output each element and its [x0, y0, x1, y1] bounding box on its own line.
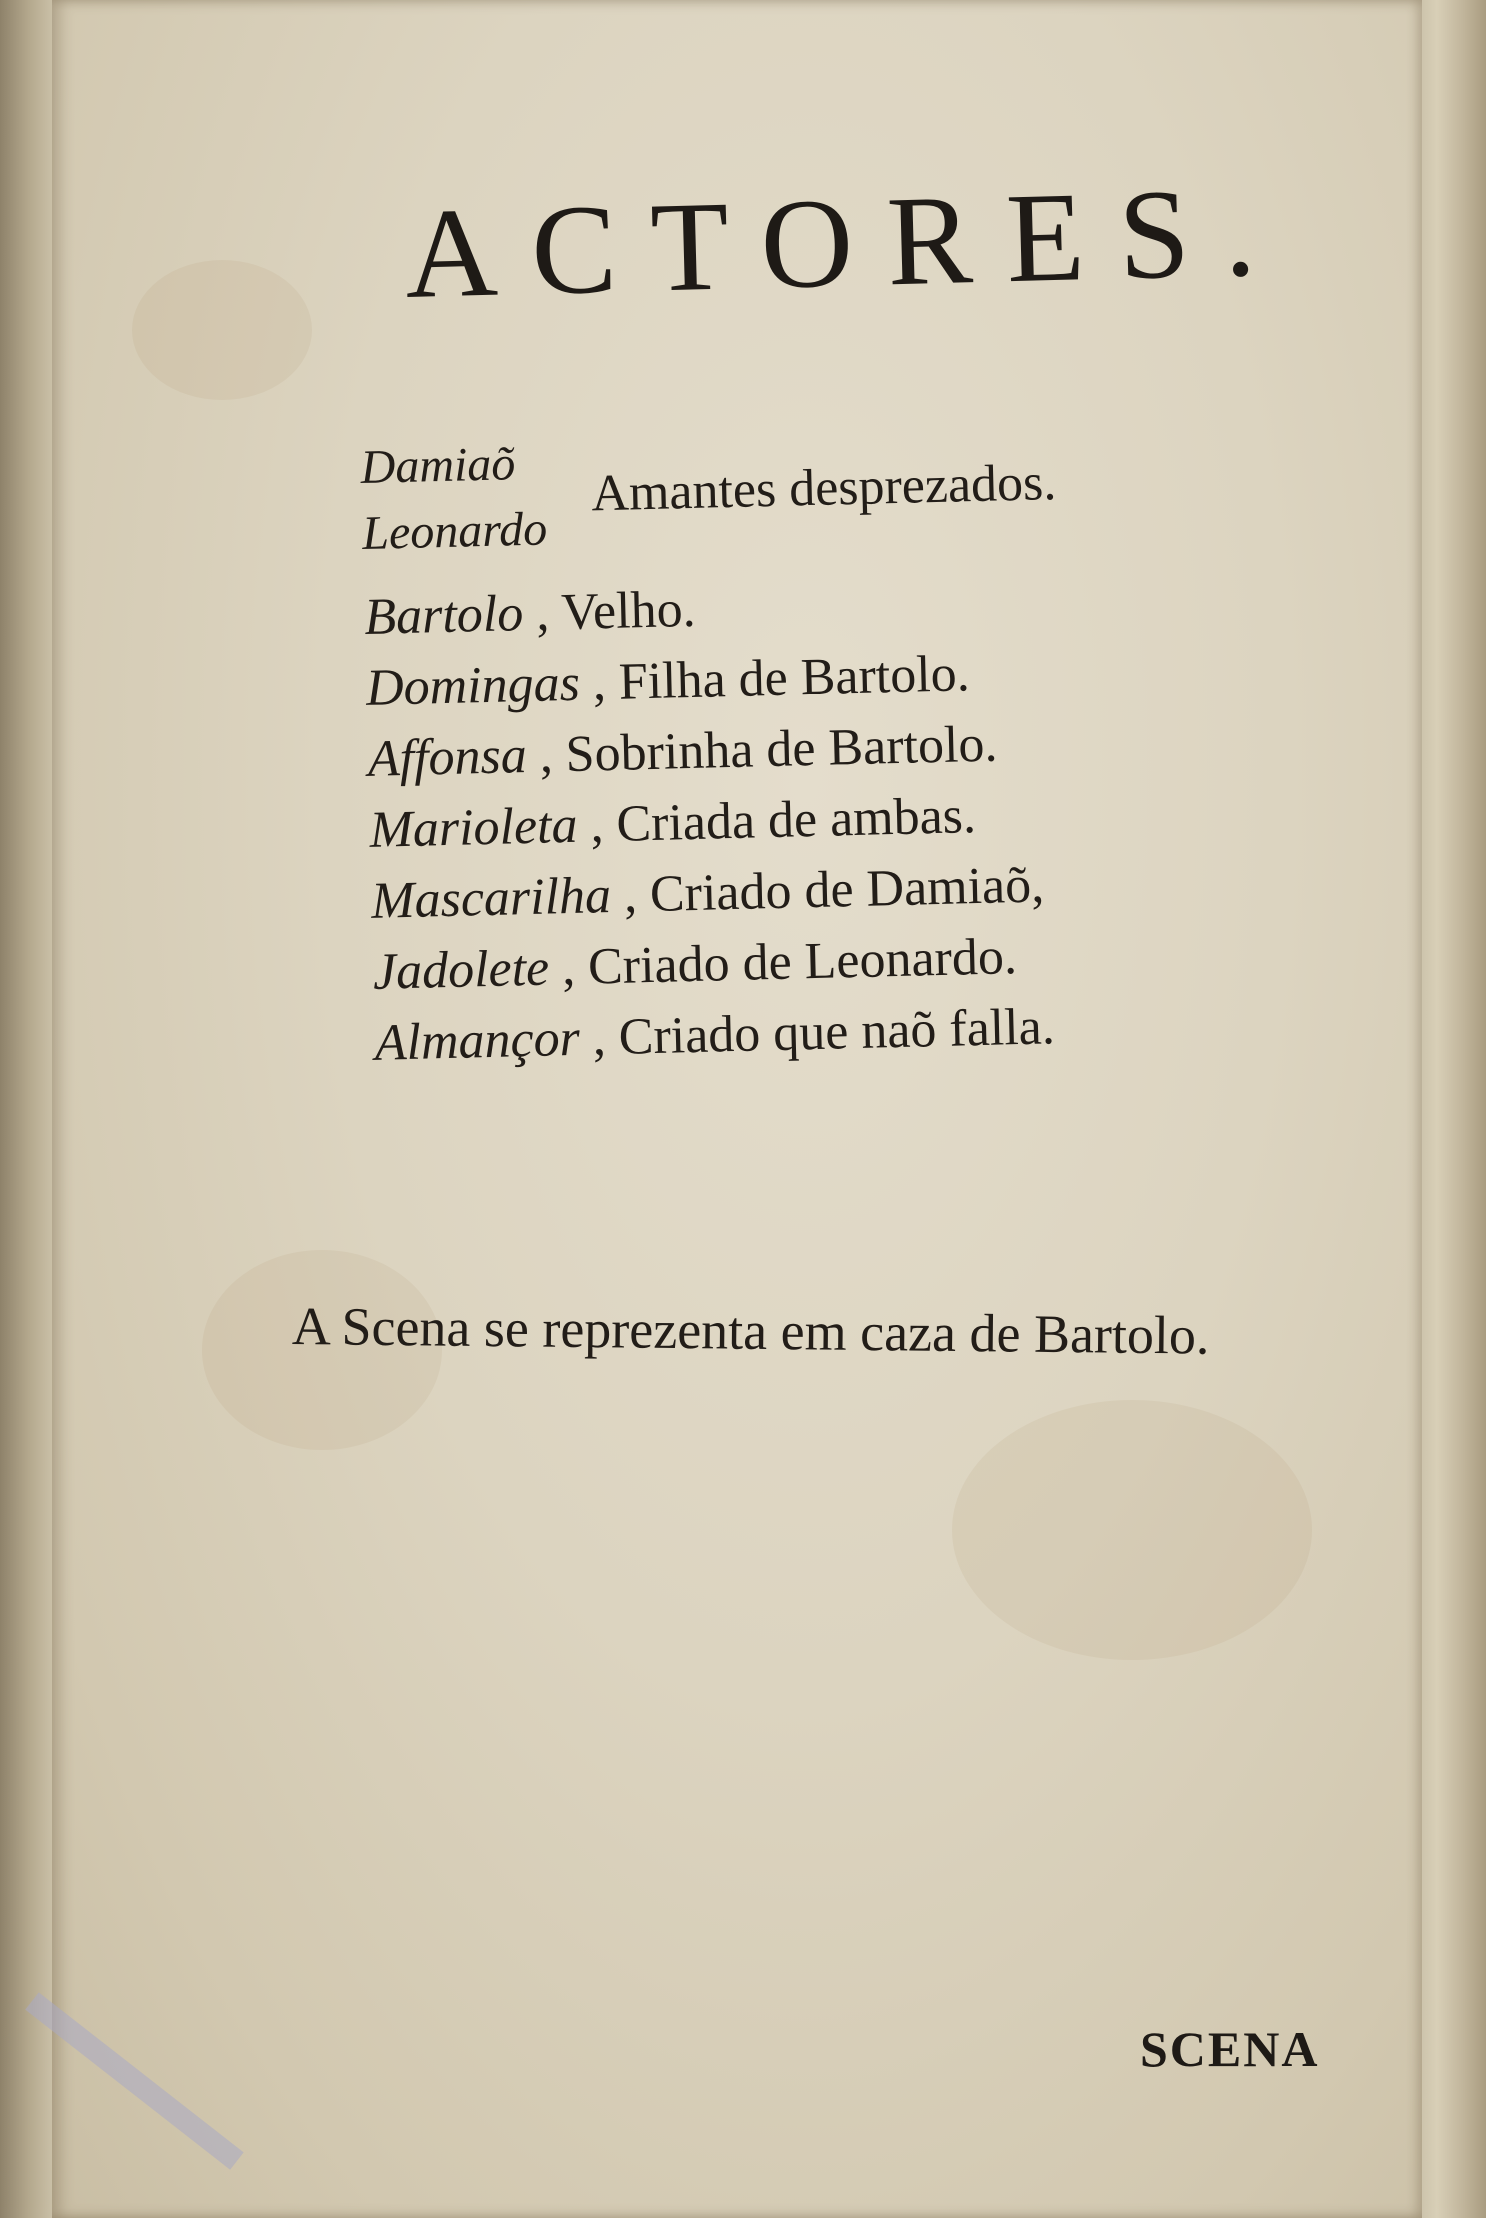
- page-title: ACTORES.: [403, 159, 1292, 325]
- cast-role: Filha de Bartolo.: [618, 645, 971, 711]
- cast-role: Sobrinha de Bartolo.: [564, 715, 999, 784]
- cast-separator: ,: [579, 1008, 620, 1067]
- cast-role: Velho.: [560, 580, 697, 642]
- cast-pair-group: [360, 418, 1263, 582]
- cast-name: Jadolete: [372, 939, 550, 1001]
- cast-role: Criado de Leonardo.: [587, 928, 1018, 996]
- catchword: SCENA: [1140, 2021, 1320, 2077]
- cast-name: Leonardo: [361, 502, 548, 560]
- cast-role: Criado que naõ falla.: [618, 998, 1056, 1066]
- cast-role: Criada de ambas.: [615, 787, 977, 853]
- cast-separator: ,: [576, 795, 618, 854]
- bookmark-ribbon: [25, 1992, 243, 2169]
- cast-name: Marioleta: [368, 796, 579, 859]
- facing-page-edge: [1416, 0, 1486, 2218]
- cast-name: Bartolo: [363, 585, 524, 646]
- cast-separator: ,: [525, 726, 567, 785]
- scene-note: A Scena se reprezenta em caza de Bartolo.: [291, 1296, 1210, 1366]
- cast-list: [360, 418, 1275, 1079]
- cast-name: Affonsa: [367, 727, 528, 788]
- book-page: [52, 0, 1422, 2218]
- paper-stain: [132, 260, 312, 400]
- cast-name: Almançor: [374, 1009, 581, 1072]
- cast-name: Damiaõ: [360, 437, 516, 494]
- cast-separator: ,: [522, 584, 562, 643]
- cast-role: Criado de Damiaõ,: [649, 856, 1045, 924]
- cast-separator: ,: [548, 938, 589, 997]
- cast-role: Amantes desprezados.: [590, 454, 1057, 523]
- cast-separator: ,: [610, 866, 651, 924]
- paper-stain: [952, 1400, 1312, 1660]
- cast-name: Domingas: [365, 654, 581, 717]
- cast-separator: ,: [579, 653, 620, 712]
- cast-name: Mascarilha: [370, 867, 612, 930]
